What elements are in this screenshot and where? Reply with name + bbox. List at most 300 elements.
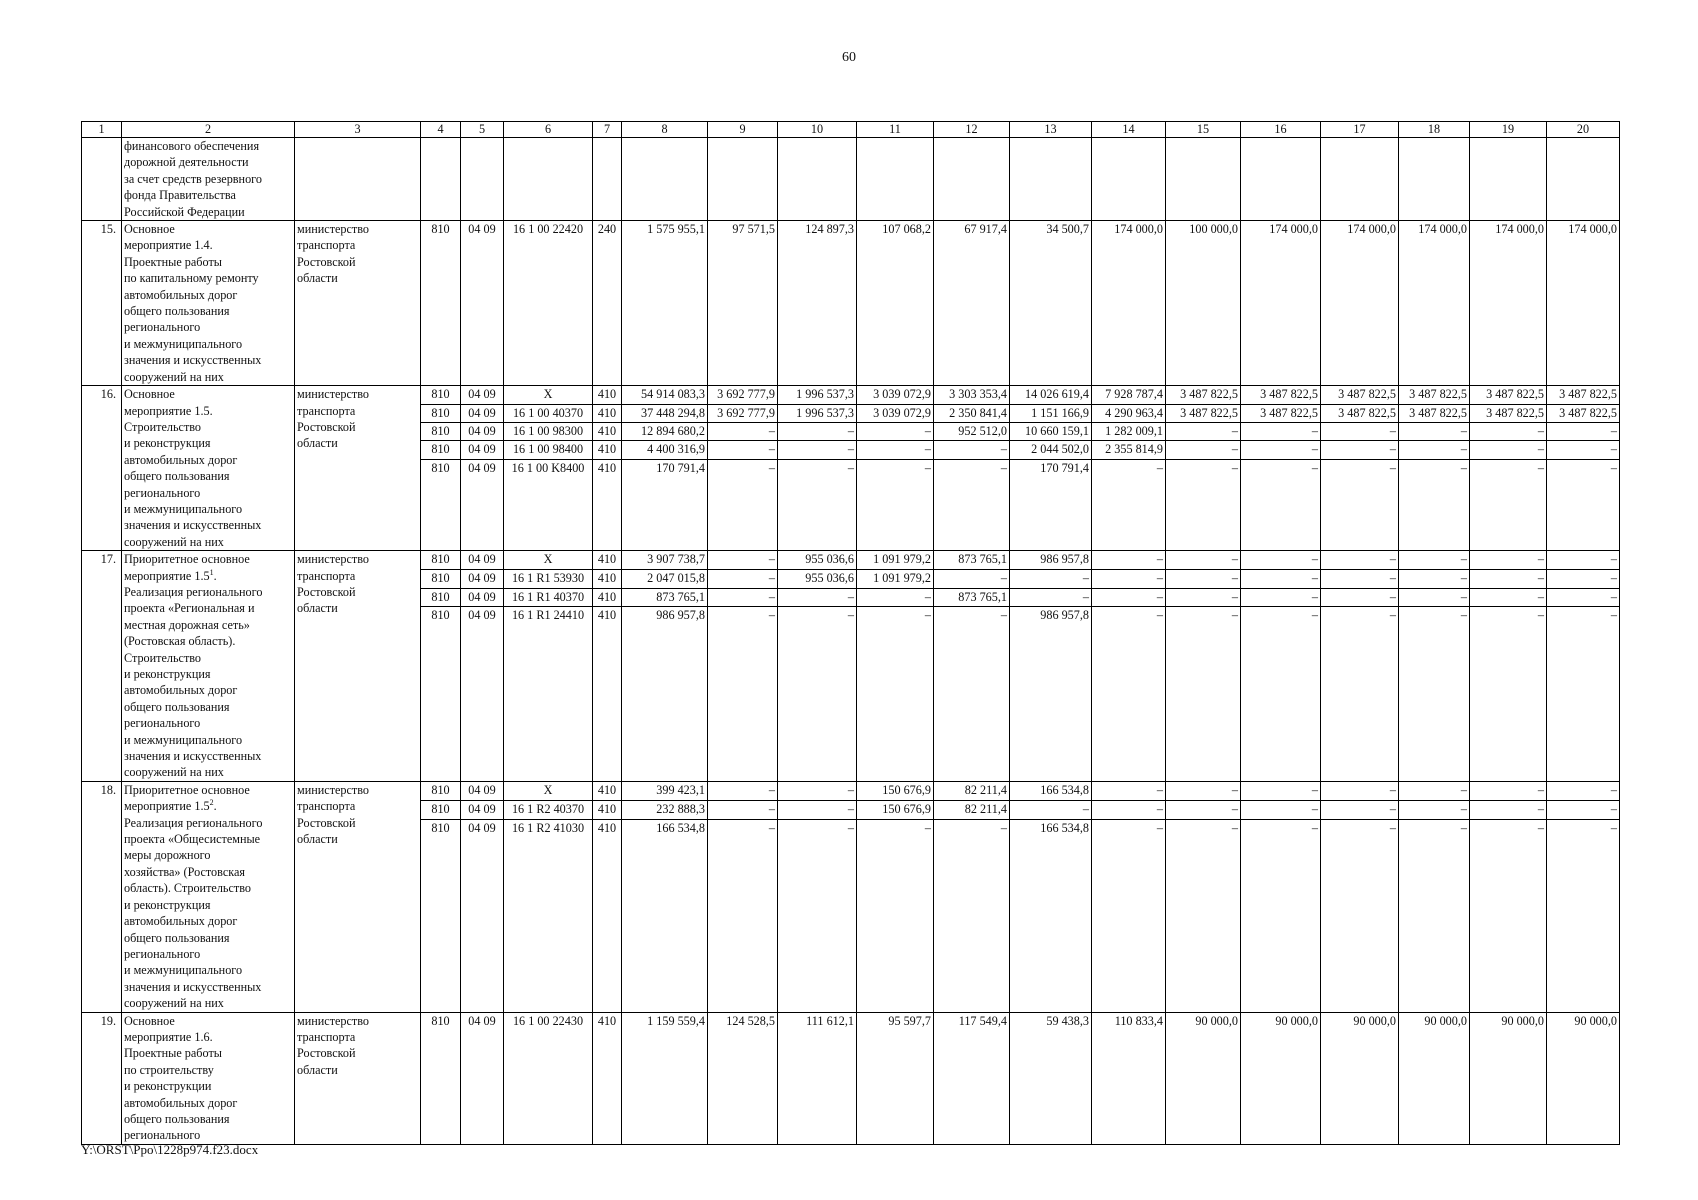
expense-type-code: 410 [593,423,622,441]
amount-cell: 1 151 166,9 [1010,404,1092,422]
executor: министерство транспорта Ростовской области [295,221,421,386]
amount-cell: 174 000,0 [1092,221,1166,386]
amount-cell: – [1321,441,1399,459]
row-number: 16. [82,386,122,551]
measure-name: Основное мероприятие 1.6. Проектные работы по строительству и реконструкции автомобильных дорог общего пользования регионального [122,1012,295,1144]
amount-cell: – [1470,441,1547,459]
target-article-code: X [504,551,593,570]
amount-cell: 124 528,5 [708,1012,778,1144]
amount-cell: – [1399,781,1470,800]
amount-cell: 82 211,4 [934,781,1010,800]
amount-cell: 117 549,4 [934,1012,1010,1144]
amount-cell: 873 765,1 [934,588,1010,607]
amount-cell: – [708,441,778,459]
table-row [82,221,1620,386]
ministry-code: 810 [421,588,461,607]
target-article-code: 16 1 00 40370 [504,404,593,422]
amount-cell: – [1470,459,1547,550]
amount-cell: 166 534,8 [1010,819,1092,1012]
amount-cell: – [1166,551,1241,570]
expense-type-code: 410 [593,569,622,588]
amount-cell: 3 487 822,5 [1470,386,1547,404]
amount-cell: – [708,569,778,588]
amount-cell: – [1547,569,1620,588]
amount-cell: – [934,607,1010,781]
amount-cell: 2 355 814,9 [1092,441,1166,459]
amount-cell: – [1470,819,1547,1012]
column-header: 13 [1010,122,1092,138]
amount-cell: 1 575 955,1 [622,221,708,386]
amount-cell: 174 000,0 [1399,221,1470,386]
amount-cell: – [1166,781,1241,800]
amount-cell: – [1166,800,1241,819]
amount-cell: – [1321,459,1399,550]
amount-cell: 952 512,0 [934,423,1010,441]
carryover-row [82,138,1620,221]
amount-cell: – [1241,551,1321,570]
footnote-mark: 2 [209,798,214,808]
amount-cell: 34 500,7 [1010,221,1092,386]
amount-cell: 3 487 822,5 [1547,404,1620,422]
section-code: 04 09 [461,819,504,1012]
expense-type-code: 410 [593,551,622,570]
amount-cell: – [1092,781,1166,800]
amount-cell: – [1092,551,1166,570]
amount-cell: 3 487 822,5 [1470,404,1547,422]
amount-cell: 986 957,8 [622,607,708,781]
column-header: 18 [1399,122,1470,138]
amount-cell: – [857,588,934,607]
amount-cell: 3 487 822,5 [1321,404,1399,422]
amount-cell: – [708,588,778,607]
amount-cell: – [857,819,934,1012]
column-header: 3 [295,122,421,138]
amount-cell: 14 026 619,4 [1010,386,1092,404]
column-header: 17 [1321,122,1399,138]
ministry-code: 810 [421,459,461,550]
section-code: 04 09 [461,386,504,404]
ministry-code: 810 [421,569,461,588]
amount-cell: – [934,441,1010,459]
file-path: Y:\ORST\Ppo\1228p974.f23.docx [81,1142,259,1157]
table-row [82,781,1620,800]
empty-cell [82,138,122,221]
measure-name [122,781,295,1012]
amount-cell: – [1241,819,1321,1012]
column-header: 14 [1092,122,1166,138]
target-article-code: 16 1 00 22430 [504,1012,593,1144]
ministry-code: 810 [421,781,461,800]
section-code: 04 09 [461,1012,504,1144]
amount-cell: – [1399,819,1470,1012]
expense-type-code: 410 [593,386,622,404]
empty-cell [1470,138,1547,221]
table-row [82,386,1620,404]
empty-cell [1092,138,1166,221]
amount-cell: 10 660 159,1 [1010,423,1092,441]
target-article-code: 16 1 00 K8400 [504,459,593,550]
amount-cell: 170 791,4 [622,459,708,550]
amount-cell: 90 000,0 [1321,1012,1399,1144]
target-article-code: X [504,781,593,800]
amount-cell: – [1010,800,1092,819]
empty-cell [1321,138,1399,221]
amount-cell: – [1166,441,1241,459]
amount-cell: 873 765,1 [622,588,708,607]
amount-cell: 3 487 822,5 [1321,386,1399,404]
amount-cell: 986 957,8 [1010,607,1092,781]
amount-cell: – [1166,569,1241,588]
amount-cell: 90 000,0 [1399,1012,1470,1144]
section-code: 04 09 [461,569,504,588]
executor: министерство транспорта Ростовской области [295,551,421,782]
amount-cell: – [1399,800,1470,819]
section-code: 04 09 [461,588,504,607]
ministry-code: 810 [421,386,461,404]
amount-cell: – [778,800,857,819]
measure-name-part: Приоритетное основное мероприятие 1.5 [124,782,250,814]
amount-cell: – [1547,459,1620,550]
amount-cell: 107 068,2 [857,221,934,386]
amount-cell: – [1399,441,1470,459]
amount-cell: – [778,459,857,550]
amount-cell: – [1470,588,1547,607]
amount-cell: – [1166,607,1241,781]
column-header: 11 [857,122,934,138]
amount-cell: 90 000,0 [1470,1012,1547,1144]
amount-cell: – [1547,607,1620,781]
amount-cell: – [934,569,1010,588]
amount-cell: – [934,459,1010,550]
target-article-code: 16 1 00 22420 [504,221,593,386]
section-code: 04 09 [461,441,504,459]
amount-cell: 150 676,9 [857,800,934,819]
column-header: 16 [1241,122,1321,138]
expense-type-code: 410 [593,588,622,607]
amount-cell: 4 400 316,9 [622,441,708,459]
amount-cell: – [778,819,857,1012]
amount-cell: – [1092,607,1166,781]
amount-cell: – [857,459,934,550]
amount-cell: 59 438,3 [1010,1012,1092,1144]
amount-cell: – [708,423,778,441]
measure-name-part: . Реализация регионального проекта «Региональная и местная дорожная сеть» (Ростовская область). Строительство и реконструкция автомобильных дорог общего пользования регионального и межмуниципального значения и искусственных сооружений на них [124,568,263,780]
executor: министерство транспорта Ростовской области [295,781,421,1012]
amount-cell: 90 000,0 [1547,1012,1620,1144]
section-code: 04 09 [461,607,504,781]
amount-cell: 1 996 537,3 [778,386,857,404]
amount-cell: – [1166,588,1241,607]
amount-cell: 3 039 072,9 [857,404,934,422]
row-number: 18. [82,781,122,1012]
amount-cell: 124 897,3 [778,221,857,386]
amount-cell: – [1241,441,1321,459]
amount-cell: – [1241,800,1321,819]
amount-cell: – [1547,819,1620,1012]
amount-cell: – [1321,423,1399,441]
footnote-mark: 1 [209,567,214,577]
amount-cell: 166 534,8 [622,819,708,1012]
amount-cell: – [1092,819,1166,1012]
empty-cell [778,138,857,221]
column-number-header [82,122,1620,138]
amount-cell: 2 044 502,0 [1010,441,1092,459]
column-header: 2 [122,122,295,138]
amount-cell: 7 928 787,4 [1092,386,1166,404]
target-article-code: 16 1 R1 40370 [504,588,593,607]
amount-cell: – [1241,423,1321,441]
amount-cell: – [708,607,778,781]
target-article-code: 16 1 00 98300 [504,423,593,441]
expense-type-code: 410 [593,781,622,800]
amount-cell: 110 833,4 [1092,1012,1166,1144]
page-number: 60 [842,50,856,65]
empty-cell [1166,138,1241,221]
amount-cell: – [1092,588,1166,607]
target-article-code: 16 1 00 98400 [504,441,593,459]
measure-name-part: . Реализация регионального проекта «Общесистемные меры дорожного хозяйства» (Ростовская область). Строительство и реконструкция автомобильных дорог общего пользования регионального и межмуниципального значения и искусственных сооружений на них [124,799,263,1011]
target-article-code: 16 1 R2 41030 [504,819,593,1012]
amount-cell: – [1547,551,1620,570]
amount-cell: 3 692 777,9 [708,386,778,404]
amount-cell: 150 676,9 [857,781,934,800]
amount-cell: 97 571,5 [708,221,778,386]
amount-cell: 3 039 072,9 [857,386,934,404]
amount-cell: – [1470,569,1547,588]
amount-cell: 166 534,8 [1010,781,1092,800]
amount-cell: 37 448 294,8 [622,404,708,422]
amount-cell: 174 000,0 [1241,221,1321,386]
ministry-code: 810 [421,800,461,819]
amount-cell: – [708,459,778,550]
section-code: 04 09 [461,423,504,441]
measure-name: финансового обеспечения дорожной деятельности за счет средств резервного фонда Правительства Российской Федерации [122,138,295,221]
amount-cell: – [1241,459,1321,550]
amount-cell: – [1321,607,1399,781]
table-row [82,551,1620,570]
column-header: 8 [622,122,708,138]
ministry-code: 810 [421,607,461,781]
empty-cell [1399,138,1470,221]
amount-cell: – [1470,423,1547,441]
amount-cell: – [1547,781,1620,800]
amount-cell: – [1166,459,1241,550]
amount-cell: – [1166,423,1241,441]
amount-cell: 986 957,8 [1010,551,1092,570]
column-header: 7 [593,122,622,138]
amount-cell: 95 597,7 [857,1012,934,1144]
amount-cell: 3 487 822,5 [1241,386,1321,404]
amount-cell: – [778,607,857,781]
amount-cell: – [1399,551,1470,570]
section-code: 04 09 [461,551,504,570]
amount-cell: 1 159 559,4 [622,1012,708,1144]
amount-cell: – [1547,800,1620,819]
amount-cell: – [1470,800,1547,819]
expense-type-code: 240 [593,221,622,386]
amount-cell: – [778,441,857,459]
empty-cell [622,138,708,221]
column-header: 10 [778,122,857,138]
amount-cell: – [1399,459,1470,550]
amount-cell: – [1321,819,1399,1012]
amount-cell: 955 036,6 [778,551,857,570]
expense-type-code: 410 [593,441,622,459]
amount-cell: 100 000,0 [1166,221,1241,386]
amount-cell: 174 000,0 [1321,221,1399,386]
expense-type-code: 410 [593,1012,622,1144]
amount-cell: – [708,819,778,1012]
amount-cell: – [1321,800,1399,819]
target-article-code: X [504,386,593,404]
amount-cell: – [778,423,857,441]
row-number: 17. [82,551,122,782]
amount-cell: – [1321,551,1399,570]
section-code: 04 09 [461,221,504,386]
amount-cell: – [778,781,857,800]
amount-cell: 3 692 777,9 [708,404,778,422]
amount-cell: 4 290 963,4 [1092,404,1166,422]
amount-cell: 3 487 822,5 [1399,386,1470,404]
amount-cell: – [1399,607,1470,781]
amount-cell: 82 211,4 [934,800,1010,819]
empty-cell [857,138,934,221]
amount-cell: 3 907 738,7 [622,551,708,570]
column-header: 9 [708,122,778,138]
amount-cell: 399 423,1 [622,781,708,800]
amount-cell: 12 894 680,2 [622,423,708,441]
expense-type-code: 410 [593,607,622,781]
amount-cell: – [934,819,1010,1012]
amount-cell: 3 487 822,5 [1166,404,1241,422]
amount-cell: – [1241,781,1321,800]
empty-cell [934,138,1010,221]
target-article-code: 16 1 R2 40370 [504,800,593,819]
amount-cell: – [1010,588,1092,607]
expense-type-code: 410 [593,800,622,819]
amount-cell: 3 487 822,5 [1399,404,1470,422]
column-header: 12 [934,122,1010,138]
amount-cell: 90 000,0 [1166,1012,1241,1144]
empty-cell [295,138,421,221]
column-header: 19 [1470,122,1547,138]
ministry-code: 810 [421,1012,461,1144]
amount-cell: 174 000,0 [1470,221,1547,386]
empty-cell [1547,138,1620,221]
amount-cell: 3 303 353,4 [934,386,1010,404]
amount-cell: – [1547,588,1620,607]
column-header: 20 [1547,122,1620,138]
amount-cell: – [1321,569,1399,588]
section-code: 04 09 [461,781,504,800]
empty-cell [1010,138,1092,221]
amount-cell: – [857,423,934,441]
amount-cell: – [1470,551,1547,570]
amount-cell: – [1241,607,1321,781]
amount-cell: – [1470,607,1547,781]
amount-cell: 170 791,4 [1010,459,1092,550]
empty-cell [421,138,461,221]
amount-cell: 1 091 979,2 [857,551,934,570]
amount-cell: – [1166,819,1241,1012]
amount-cell: – [1321,588,1399,607]
amount-cell: – [1092,459,1166,550]
measure-name [122,551,295,782]
amount-cell: 67 917,4 [934,221,1010,386]
amount-cell: – [1470,781,1547,800]
empty-cell [708,138,778,221]
empty-cell [461,138,504,221]
table-row [82,1012,1620,1144]
amount-cell: – [857,441,934,459]
amount-cell: 232 888,3 [622,800,708,819]
amount-cell: – [708,551,778,570]
section-code: 04 09 [461,800,504,819]
amount-cell: 3 487 822,5 [1547,386,1620,404]
amount-cell: 1 996 537,3 [778,404,857,422]
amount-cell: – [857,607,934,781]
column-header: 1 [82,122,122,138]
amount-cell: – [1547,423,1620,441]
empty-cell [504,138,593,221]
empty-cell [1241,138,1321,221]
target-article-code: 16 1 R1 53930 [504,569,593,588]
amount-cell: 2 047 015,8 [622,569,708,588]
measure-name-part: Приоритетное основное мероприятие 1.5 [124,552,250,583]
ministry-code: 810 [421,404,461,422]
amount-cell: 111 612,1 [778,1012,857,1144]
measure-name: Основное мероприятие 1.4. Проектные работы по капитальному ремонту автомобильных дорог общего пользования регионального и межмуниципального значения и искусственных сооружений на них [122,221,295,386]
amount-cell: – [1241,569,1321,588]
row-number: 15. [82,221,122,386]
ministry-code: 810 [421,441,461,459]
amount-cell: – [1399,423,1470,441]
column-header: 15 [1166,122,1241,138]
amount-cell: 873 765,1 [934,551,1010,570]
amount-cell: 90 000,0 [1241,1012,1321,1144]
amount-cell: 2 350 841,4 [934,404,1010,422]
amount-cell: – [1547,441,1620,459]
amount-cell: 1 282 009,1 [1092,423,1166,441]
row-number: 19. [82,1012,122,1144]
target-article-code: 16 1 R1 24410 [504,607,593,781]
budget-table [81,121,1620,1145]
amount-cell: 3 487 822,5 [1166,386,1241,404]
expense-type-code: 410 [593,404,622,422]
amount-cell: 955 036,6 [778,569,857,588]
amount-cell: 174 000,0 [1547,221,1620,386]
executor: министерство транспорта Ростовской области [295,386,421,551]
amount-cell: 54 914 083,3 [622,386,708,404]
ministry-code: 810 [421,551,461,570]
amount-cell: – [1092,800,1166,819]
ministry-code: 810 [421,221,461,386]
amount-cell: – [778,588,857,607]
amount-cell: 1 091 979,2 [857,569,934,588]
ministry-code: 810 [421,819,461,1012]
amount-cell: – [1399,569,1470,588]
section-code: 04 09 [461,459,504,550]
amount-cell: – [1399,588,1470,607]
executor: министерство транспорта Ростовской области [295,1012,421,1144]
amount-cell: – [1241,588,1321,607]
column-header: 5 [461,122,504,138]
expense-type-code: 410 [593,459,622,550]
amount-cell: – [1321,781,1399,800]
amount-cell: – [1092,569,1166,588]
column-header: 6 [504,122,593,138]
column-header: 4 [421,122,461,138]
